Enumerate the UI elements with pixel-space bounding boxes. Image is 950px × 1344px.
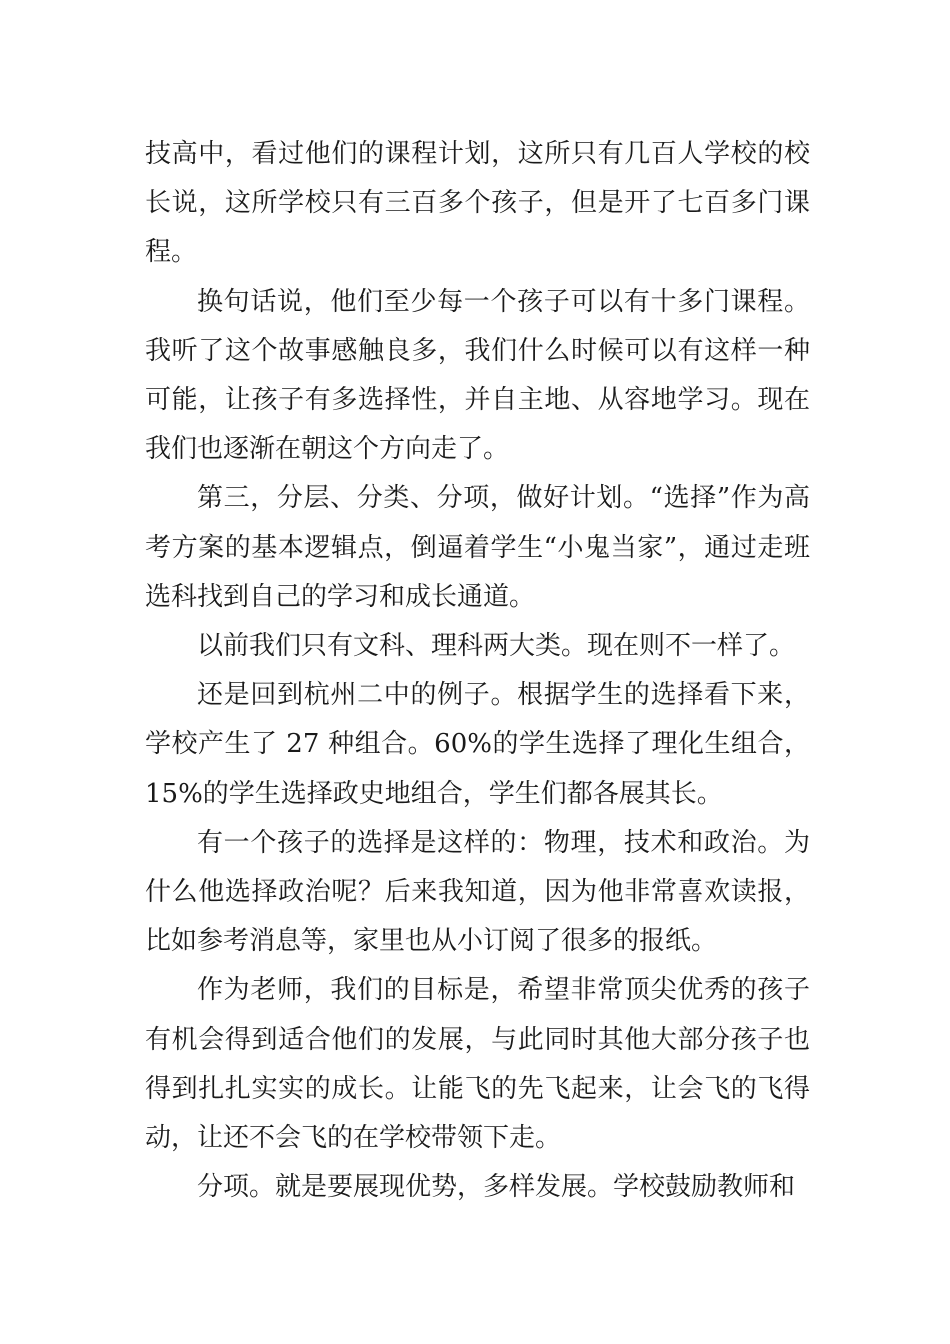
paragraph-4: 以前我们只有文科、理科两大类。现在则不一样了。 [197,631,796,662]
paragraph-3: 第三，分层、分类、分项，做好计划。“选择”作为高考方案的基本逻辑点，倒逼着学生“小鬼当家”，通过走班选科找到自己的学习和成长通道。 [145,483,810,612]
paragraph-8: 分项。就是要展现优势，多样发展。学校鼓励教师和 [197,1172,796,1203]
paragraph-6: 有一个孩子的选择是这样的：物理，技术和政治。为什么他选择政治呢？后来我知道，因为他非常喜欢读报，比如参考消息等，家里也从小订阅了很多的报纸。 [145,827,810,957]
document-body [145,130,810,1212]
paragraph-1: 技高中，看过他们的课程计划，这所只有几百人学校的校长说，这所学校只有三百多个孩子，但是开了七百多门课程。 [145,139,810,268]
paragraph-2: 换句话说，他们至少每一个孩子可以有十多门课程。我听了这个故事感触良多，我们什么时候可以有这样一种可能，让孩子有多选择性，并自主地、从容地学习。现在我们也逐渐在朝这个方向走了。 [145,286,810,465]
paragraph-7: 作为老师，我们的目标是，希望非常顶尖优秀的孩子有机会得到适合他们的发展，与此同时其他大部分孩子也得到扎扎实实的成长。让能飞的先飞起来，让会飞的飞得动，让还不会飞的在学校带领下走。 [145,975,810,1154]
paragraph-5: 还是回到杭州二中的例子。根据学生的选择看下来，学校产生了 27 种组合。60%的学生选择了理化生组合，15%的学生选择政史地组合，学生们都各展其长。 [145,680,810,809]
